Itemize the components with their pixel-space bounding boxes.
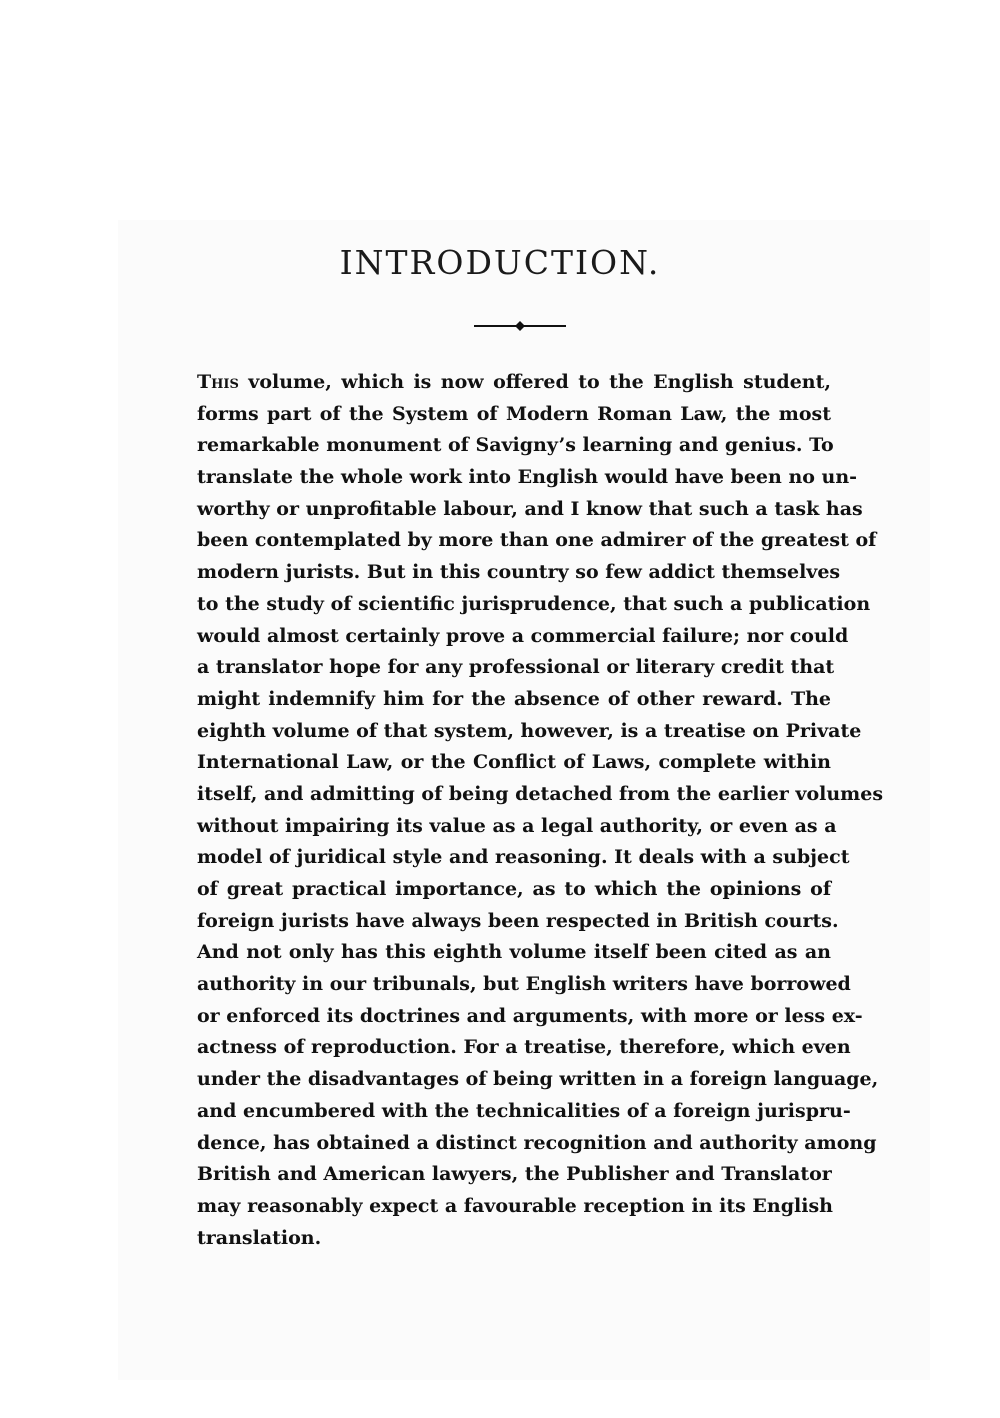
text-line: This volume, which is now offered to the English student,: [197, 371, 831, 393]
text-line: of great practical importance, as to which the opinions of: [197, 878, 831, 900]
text-line: actness of reproduction. For a treatise, therefore, which even: [197, 1036, 851, 1059]
ornament-divider-icon: [474, 318, 566, 334]
text-line: would almost certainly prove a commercial failure; nor could: [197, 624, 849, 647]
text-line: may reasonably expect a favourable reception in its English: [197, 1194, 833, 1217]
text-line: modern jurists. But in this country so few addict themselves: [197, 561, 841, 584]
first-word: This: [197, 371, 239, 393]
text-line: International Law, or the Conflict of Laws, complete within: [197, 751, 831, 774]
text-line: British and American lawyers, the Publisher and Translator: [197, 1163, 832, 1186]
text-line: and encumbered with the technicalities of a foreign jurispru-: [197, 1099, 851, 1122]
text-line: to the study of scientific jurisprudence, that such a publication: [197, 592, 871, 615]
text-line: without impairing its value as a legal authority, or even as a: [197, 814, 837, 837]
text-line-last: translation.: [197, 1226, 322, 1249]
text-line: been contemplated by more than one admirer of the greatest of: [197, 529, 877, 552]
text-line: or enforced its doctrines and arguments, with more or less ex-: [197, 1004, 863, 1027]
text-line: a translator hope for any professional or literary credit that: [197, 656, 835, 679]
text-line: eighth volume of that system, however, is a treatise on Private: [197, 719, 862, 742]
text-line: worthy or unprofitable labour, and I know that such a task has: [197, 497, 863, 520]
page-title: INTRODUCTION.: [339, 243, 661, 282]
text-line: dence, has obtained a distinct recognition and authority among: [197, 1131, 877, 1154]
text-line: foreign jurists have always been respected in British courts.: [197, 909, 839, 932]
introduction-paragraph: [197, 367, 884, 1254]
text-line: itself, and admitting of being detached from the earlier volumes: [197, 782, 884, 805]
text-line: And not only has this eighth volume itself been cited as an: [197, 941, 831, 964]
text-line: might indemnify him for the absence of other reward. The: [197, 687, 831, 710]
text-line: under the disadvantages of being written in a foreign language,: [197, 1068, 879, 1091]
text-line: authority in our tribunals, but English writers have borrowed: [197, 973, 851, 996]
text-line: remarkable monument of Savigny’s learning and genius. To: [197, 434, 834, 457]
text-line: model of juridical style and reasoning. It deals with a subject: [197, 846, 850, 869]
text-line: forms part of the System of Modern Roman Law, the most: [197, 402, 831, 425]
text-line: translate the whole work into English would have been no un-: [197, 466, 858, 489]
